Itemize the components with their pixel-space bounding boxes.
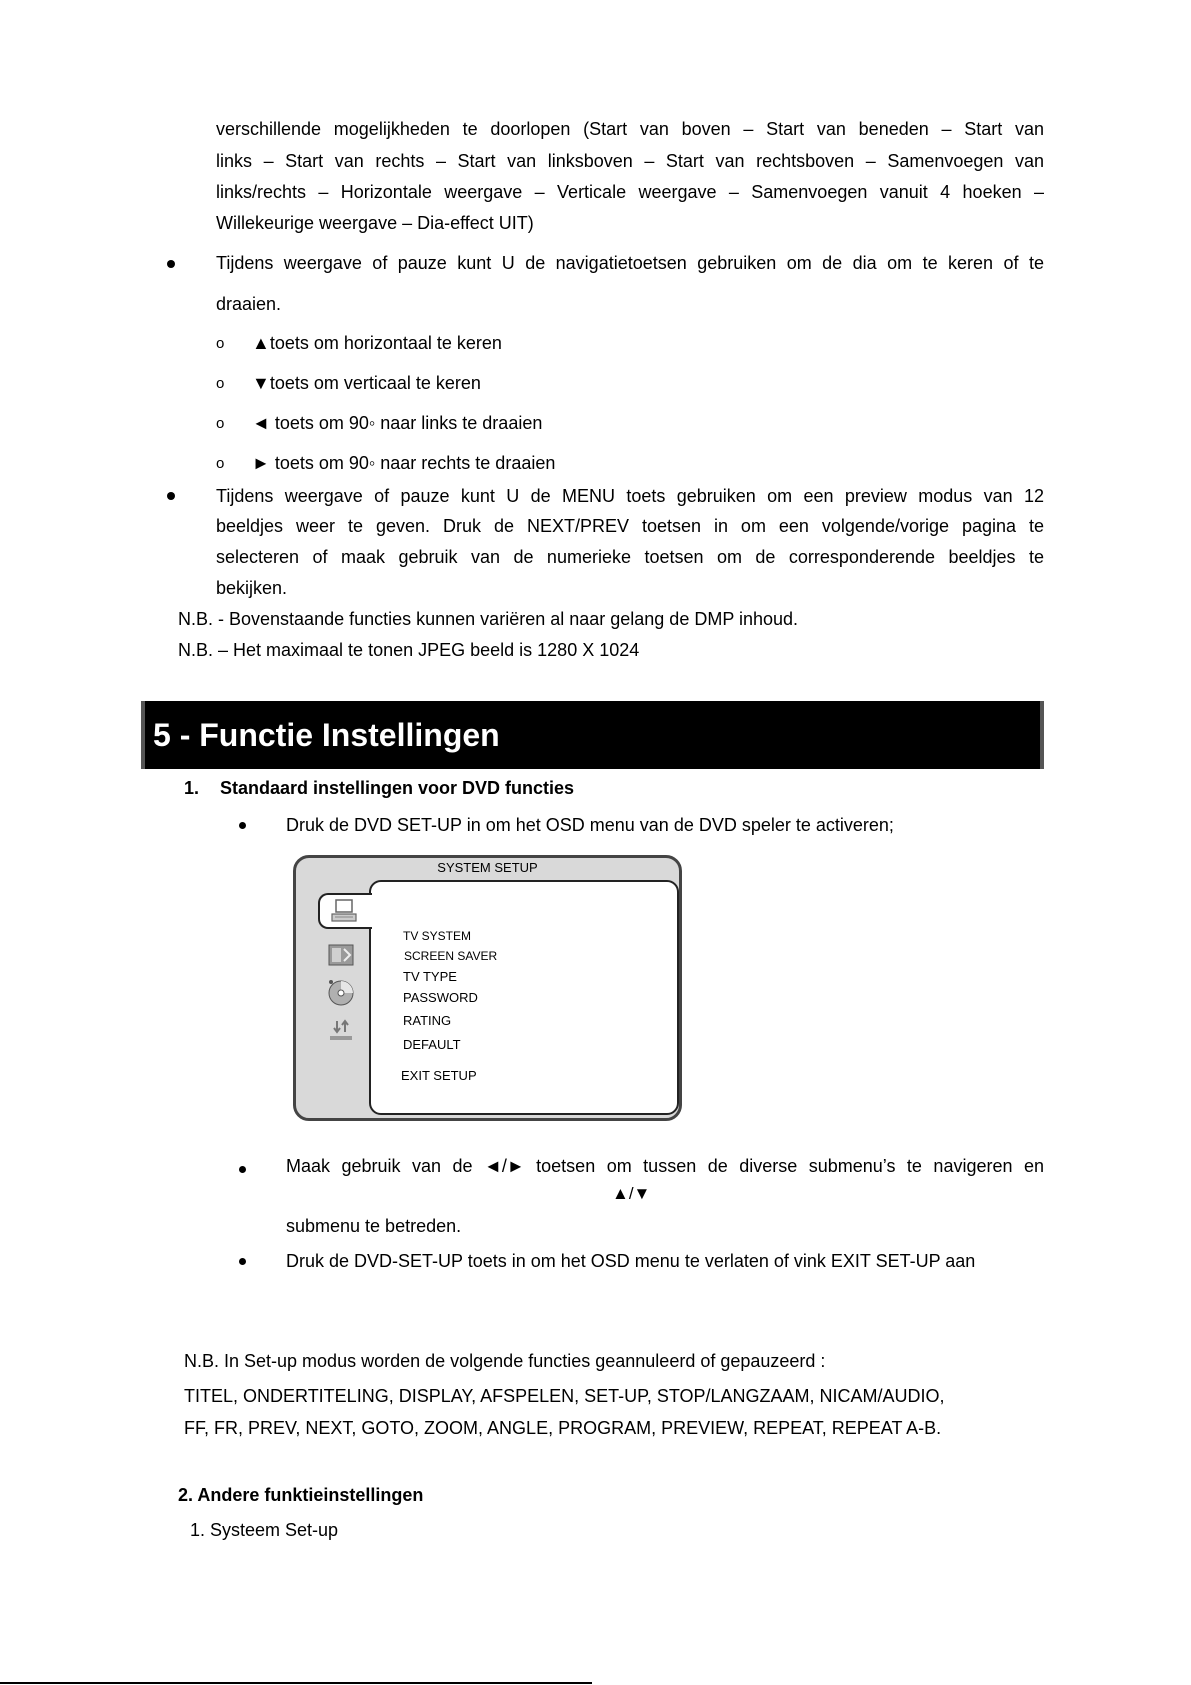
setup-note-line1: N.B. In Set-up modus worden de volgende functies geannuleerd of gepauzeerd : bbox=[184, 1351, 826, 1371]
osd-title: SYSTEM SETUP bbox=[437, 860, 538, 875]
sub-item-rotate-right: ► toets om 90◦ naar rechts te draaien bbox=[252, 453, 556, 473]
osd-item-rating[interactable]: RATING bbox=[403, 1013, 452, 1028]
note-2: N.B. – Het maximaal te tonen JPEG beeld is 1280 X 1024 bbox=[178, 640, 640, 660]
intro-line-2: links – Start van rechts – Start van linksboven – Start van rechtsboven – Samenvoegen van bbox=[216, 151, 1044, 171]
bullet2-line2: beeldjes weer te geven. Druk de NEXT/PREV toetsen in om een volgende/vorige pagina te bbox=[216, 516, 1044, 536]
subsection2-title: 2. Andere funktieinstellingen bbox=[178, 1485, 424, 1505]
footer-rule bbox=[0, 1682, 592, 1684]
preferences-icon[interactable] bbox=[326, 942, 356, 968]
section-banner bbox=[141, 701, 1044, 769]
bullet3-line1: Maak gebruik van de ◄/► toetsen om tussen de diverse submenu’s te navigeren en bbox=[286, 1156, 1044, 1176]
disc-icon[interactable] bbox=[326, 976, 356, 1008]
bullet3-line3: submenu te betreden. bbox=[286, 1216, 462, 1236]
osd-selected-tab[interactable] bbox=[318, 893, 372, 929]
bullet-dot bbox=[167, 492, 175, 500]
intro-line-1: verschillende mogelijkheden te doorlopen (Start van boven – Start van beneden – Start van bbox=[216, 119, 1044, 139]
subsection2-item: 1. Systeem Set-up bbox=[190, 1520, 339, 1540]
bullet2-line4: bekijken. bbox=[216, 578, 288, 598]
subsection1-number: 1. bbox=[184, 778, 200, 798]
osd-menu-panel bbox=[369, 880, 679, 1115]
sub-marker: o bbox=[216, 335, 225, 352]
note-1: N.B. - Bovenstaande functies kunnen variëren al naar gelang de DMP inhoud. bbox=[178, 609, 799, 629]
bullet4-text: Druk de DVD-SET-UP toets in om het OSD menu te verlaten of vink EXIT SET-UP aan bbox=[286, 1251, 976, 1271]
intro-line-3: links/rechts – Horizontale weergave – Verticale weergave – Samenvoegen vanuit 4 hoeken – bbox=[216, 182, 1044, 202]
sub-marker: o bbox=[216, 415, 225, 432]
bullet2-line1: Tijdens weergave of pauze kunt U de MENU toets gebruiken om een preview modus van 12 bbox=[216, 486, 1044, 506]
bullet-dot bbox=[239, 1166, 246, 1173]
sub-item-rotate-left: ◄ toets om 90◦ naar links te draaien bbox=[252, 413, 543, 433]
subsection1-bullet: Druk de DVD SET-UP in om het OSD menu van de DVD speler te activeren; bbox=[286, 815, 894, 835]
bullet1-line1: Tijdens weergave of pauze kunt U de navigatietoetsen gebruiken om de dia om te keren of te bbox=[216, 253, 1044, 273]
bullet2-line3: selecteren of maak gebruik van de numerieke toetsen om de corresponderende beeldjes te bbox=[216, 547, 1044, 567]
sub-item-flip-horizontal: ▲toets om horizontaal te keren bbox=[252, 333, 502, 353]
intro-line-4: Willekeurige weergave – Dia-effect UIT) bbox=[216, 213, 534, 233]
osd-item-default[interactable]: DEFAULT bbox=[403, 1037, 461, 1052]
bullet1-line2: draaien. bbox=[216, 294, 282, 314]
sub-marker: o bbox=[216, 455, 225, 472]
osd-item-tv-type[interactable]: TV TYPE bbox=[403, 969, 457, 984]
osd-item-tv-system[interactable]: TV SYSTEM bbox=[403, 929, 472, 943]
sub-item-flip-vertical: ▼toets om verticaal te keren bbox=[252, 373, 481, 393]
bullet-dot bbox=[239, 822, 246, 829]
subsection1-title: Standaard instellingen voor DVD functies bbox=[220, 778, 575, 798]
osd-item-password[interactable]: PASSWORD bbox=[403, 990, 478, 1005]
section-title: 5 - Functie Instellingen bbox=[153, 717, 500, 753]
sub-marker: o bbox=[216, 375, 225, 392]
bullet3-arrows: ▲/▼ bbox=[612, 1184, 651, 1203]
osd-item-exit-setup[interactable]: EXIT SETUP bbox=[401, 1068, 477, 1083]
setup-note-line3: FF, FR, PREV, NEXT, GOTO, ZOOM, ANGLE, PROGRAM, PREVIEW, REPEAT, REPEAT A-B. bbox=[184, 1418, 942, 1438]
bullet-dot bbox=[239, 1258, 246, 1265]
osd-item-screen-saver[interactable]: SCREEN SAVER bbox=[404, 949, 498, 963]
bullet-dot bbox=[167, 260, 175, 268]
setup-note-line2: TITEL, ONDERTITELING, DISPLAY, AFSPELEN, SET-UP, STOP/LANGZAAM, NICAM/AUDIO, bbox=[184, 1386, 945, 1406]
system-setup-screen bbox=[293, 855, 682, 1121]
arrows-icon[interactable] bbox=[326, 1018, 356, 1044]
monitor-icon bbox=[330, 898, 360, 924]
